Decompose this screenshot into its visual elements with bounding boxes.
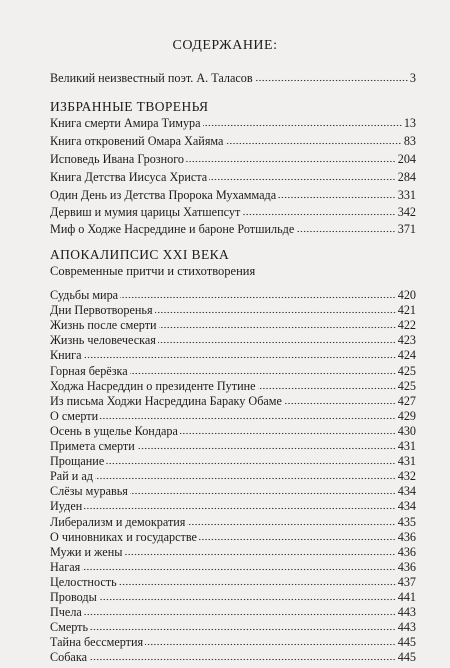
section-heading: АПОКАЛИПСИС XXI ВЕКА: [50, 247, 230, 262]
entry-title: Нагая: [50, 559, 81, 574]
entry-title: Книга смерти Амира Тимура: [50, 116, 201, 130]
leader-dots: [180, 432, 396, 435]
entry-page: 204: [397, 152, 416, 166]
entry-title: Исповедь Ивана Грозного: [50, 152, 185, 166]
entry-title: Книга: [50, 348, 82, 363]
entry-page: 436: [397, 529, 416, 544]
entry-title: Миф о Ходже Насреддине и бароне Ротшильде: [50, 222, 295, 236]
entry-title: Рай и ад: [50, 469, 93, 484]
leader-dots: [99, 598, 396, 601]
entry-title: Книга откровений Омара Хайяма: [50, 134, 224, 148]
toc-entry: [50, 530, 416, 545]
toc-entry: [50, 318, 416, 333]
entry-page: 436: [397, 559, 416, 574]
toc-entry: [50, 288, 416, 303]
entry-page: 425: [397, 378, 416, 393]
leader-dots: [199, 538, 396, 541]
entry-title: Иуден: [50, 499, 83, 514]
toc-entry: [50, 499, 416, 514]
entry-page: 445: [397, 635, 416, 650]
entry-page: 431: [397, 439, 416, 453]
entry-title: Слёзы муравья: [50, 484, 128, 499]
entry-page: 331: [397, 188, 416, 202]
leader-dots: [82, 568, 395, 571]
toc-entry: [50, 204, 416, 221]
leader-dots: [203, 124, 402, 127]
toc-entry: [50, 348, 416, 363]
leader-dots: [84, 507, 395, 510]
leader-dots: [255, 79, 408, 82]
entry-page: 436: [397, 544, 416, 559]
toc-entry: [50, 70, 416, 87]
toc-entry: [50, 133, 416, 150]
toc-entry: [50, 151, 416, 168]
entry-title: Целостность: [50, 574, 117, 589]
leader-dots: [130, 372, 396, 375]
leader-dots: [130, 492, 396, 495]
entry-title: Один День из Детства Пророка Мухаммада: [50, 188, 277, 202]
leader-dots: [225, 142, 401, 145]
entry-page: 432: [397, 469, 416, 484]
toc-entry: [50, 454, 416, 469]
entry-title: Жизнь человеческая: [50, 333, 156, 348]
leader-dots: [284, 402, 396, 405]
leader-dots: [296, 230, 395, 233]
entry-title: Тайна бессмертия: [50, 635, 144, 650]
entry-page: 443: [397, 605, 416, 620]
entry-title: Из письма Ходжи Насреддина Бараку Обаме: [50, 393, 282, 408]
entry-page: 427: [397, 393, 416, 408]
entry-page: 3: [409, 71, 416, 85]
entry-title: Пчела: [50, 605, 82, 620]
leader-dots: [124, 553, 395, 556]
toc-entry: [50, 439, 416, 454]
entry-page: 342: [397, 205, 416, 219]
leader-dots: [242, 213, 395, 216]
entry-page: 429: [397, 408, 416, 423]
toc-entry: [50, 187, 416, 204]
leader-dots: [159, 326, 396, 329]
entry-page: 424: [397, 348, 416, 363]
leader-dots: [90, 628, 396, 631]
leader-dots: [187, 523, 395, 526]
entry-page: 423: [397, 333, 416, 348]
leader-dots: [89, 658, 396, 661]
entry-title: Судьбы мира: [50, 288, 119, 302]
toc-entry: [50, 379, 416, 394]
leader-dots: [258, 387, 396, 390]
entry-page: 441: [397, 590, 416, 604]
toc-entry: [50, 333, 416, 348]
leader-dots: [209, 178, 396, 181]
section-subheading: Современные притчи и стихотворения: [50, 264, 256, 278]
toc-entry: [50, 545, 416, 560]
toc-entry: [50, 590, 416, 605]
entry-page: 443: [397, 620, 416, 635]
toc-entry: [50, 424, 416, 439]
leader-dots: [278, 196, 396, 199]
leader-dots: [119, 583, 396, 586]
toc-entry: [50, 169, 416, 186]
toc-entry: [50, 221, 416, 238]
entry-title: Великий неизвестный поэт. А. Таласов: [50, 71, 253, 85]
toc-entry: [50, 650, 416, 665]
toc-entry: [50, 635, 416, 650]
entry-title: Примета смерти: [50, 439, 135, 453]
leader-dots: [106, 462, 395, 465]
leader-dots: [158, 341, 396, 344]
leader-dots: [155, 311, 396, 314]
toc-entry: [50, 469, 416, 484]
entry-title: Горная берёзка: [50, 363, 128, 378]
entry-title: Осень в ущелье Кондара: [50, 423, 178, 438]
entry-title: Дни Первотворенья: [50, 303, 153, 318]
entry-page: 434: [397, 499, 416, 514]
page-title: СОДЕРЖАНИЕ:: [172, 38, 278, 53]
toc-entry: [50, 560, 416, 575]
entry-page: 437: [397, 574, 416, 589]
entry-page: 83: [403, 134, 416, 148]
toc-entry: [50, 364, 416, 379]
toc-entry: [50, 484, 416, 499]
entry-page: 445: [397, 650, 416, 665]
entry-title: О смерти: [50, 408, 99, 423]
toc-entry: [50, 620, 416, 635]
leader-dots: [100, 417, 396, 420]
toc-entry: [50, 575, 416, 590]
entry-page: 13: [403, 116, 416, 130]
entry-page: 422: [397, 318, 416, 333]
toc-entry: [50, 394, 416, 409]
leader-dots: [84, 356, 396, 359]
leader-dots: [186, 160, 396, 163]
entry-title: Прощание: [50, 454, 105, 469]
entry-page: 434: [397, 484, 416, 499]
leader-dots: [120, 296, 396, 299]
entry-title: Ходжа Насреддин о президенте Путине: [50, 378, 256, 393]
leader-dots: [145, 643, 396, 646]
toc-entry: [50, 605, 416, 620]
entry-title: Дервиш и мумия царицы Хатшепсут: [50, 205, 241, 219]
entry-page: 284: [397, 170, 416, 184]
entry-page: 435: [397, 514, 416, 529]
entry-title: Либерализм и демократия: [50, 514, 186, 529]
entry-title: Собака: [50, 650, 87, 665]
entry-title: О чиновниках и государстве: [50, 529, 197, 544]
entry-title: Смерть: [50, 620, 89, 635]
entry-page: 431: [397, 454, 416, 469]
entry-page: 371: [397, 222, 416, 236]
toc-entry: [50, 115, 416, 132]
toc-entry: [50, 409, 416, 424]
section-heading: ИЗБРАННЫЕ ТВОРЕНЬЯ: [50, 99, 209, 114]
entry-title: Проводы: [50, 590, 97, 604]
entry-page: 425: [397, 363, 416, 378]
entry-page: 430: [397, 423, 416, 438]
leader-dots: [95, 477, 396, 480]
entry-title: Книга Детства Иисуса Христа: [50, 170, 208, 184]
toc-entry: [50, 303, 416, 318]
entry-title: Жизнь после смерти: [50, 318, 157, 333]
leader-dots: [137, 447, 396, 450]
entry-page: 420: [397, 288, 416, 302]
entry-title: Мужи и жены: [50, 544, 123, 559]
entry-page: 421: [397, 303, 416, 318]
leader-dots: [84, 613, 396, 616]
toc-entry: [50, 515, 416, 530]
